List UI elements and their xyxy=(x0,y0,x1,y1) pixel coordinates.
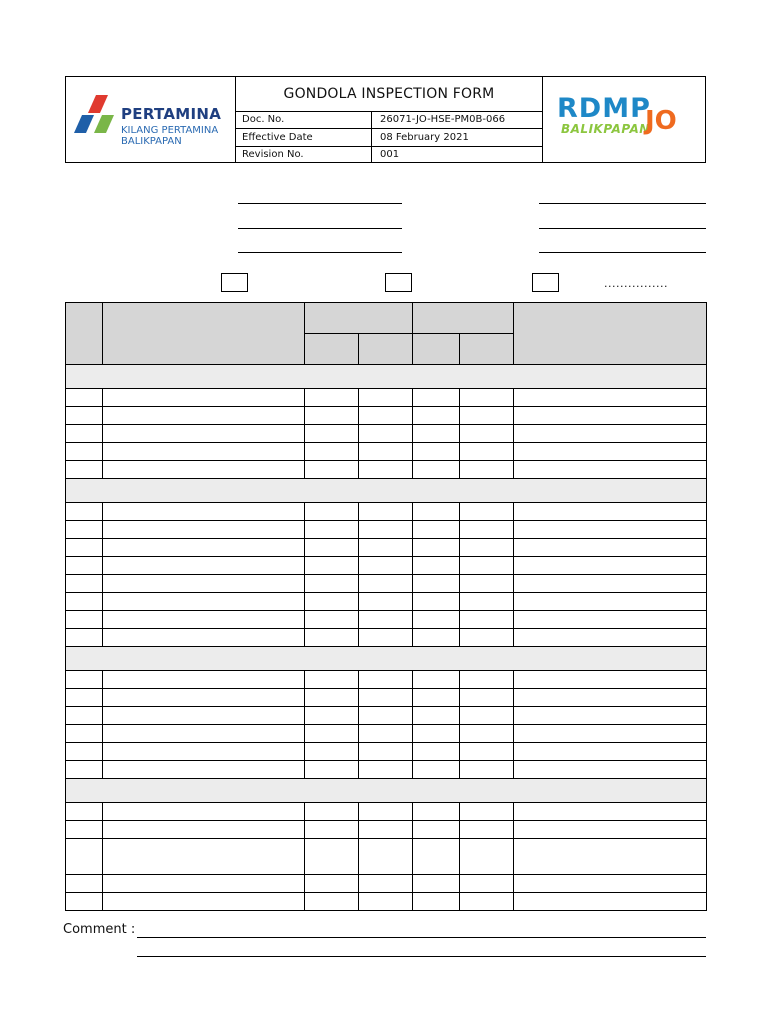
table-cell[interactable] xyxy=(514,521,707,539)
table-cell[interactable] xyxy=(460,503,514,521)
table-cell[interactable] xyxy=(305,821,359,839)
checkbox-2[interactable] xyxy=(385,273,412,292)
table-cell[interactable] xyxy=(103,407,305,425)
table-cell[interactable] xyxy=(305,629,359,647)
table-cell[interactable] xyxy=(514,839,707,875)
table-cell[interactable] xyxy=(305,593,359,611)
table-cell[interactable] xyxy=(460,725,514,743)
table-cell[interactable] xyxy=(514,875,707,893)
table-cell[interactable] xyxy=(514,893,707,911)
table-cell[interactable] xyxy=(413,707,460,725)
table-row xyxy=(66,557,707,575)
table-cell[interactable] xyxy=(103,389,305,407)
table-cell[interactable] xyxy=(514,557,707,575)
table-cell[interactable] xyxy=(103,875,305,893)
table-cell[interactable] xyxy=(103,689,305,707)
table-cell[interactable] xyxy=(413,557,460,575)
table-row xyxy=(66,461,707,479)
table-cell[interactable] xyxy=(359,629,413,647)
table-row xyxy=(66,803,707,821)
table-cell[interactable] xyxy=(66,761,103,779)
table-cell[interactable] xyxy=(460,389,514,407)
table-cell[interactable] xyxy=(305,761,359,779)
table-cell[interactable] xyxy=(460,629,514,647)
rdmp-jo-logo xyxy=(542,77,706,162)
table-cell[interactable] xyxy=(514,425,707,443)
table-cell[interactable] xyxy=(514,707,707,725)
table-cell[interactable] xyxy=(413,461,460,479)
checkbox-1[interactable] xyxy=(221,273,248,292)
table-row xyxy=(66,629,707,647)
table-cell[interactable] xyxy=(514,629,707,647)
table-cell[interactable] xyxy=(460,575,514,593)
table-cell[interactable] xyxy=(305,557,359,575)
section-row xyxy=(66,365,707,389)
table-cell[interactable] xyxy=(103,593,305,611)
table-cell[interactable] xyxy=(66,893,103,911)
table-cell[interactable] xyxy=(305,839,359,875)
table-cell[interactable] xyxy=(103,539,305,557)
table-cell[interactable] xyxy=(413,443,460,461)
table-cell[interactable] xyxy=(359,611,413,629)
table-cell[interactable] xyxy=(460,557,514,575)
table-cell[interactable] xyxy=(413,689,460,707)
table-cell[interactable] xyxy=(66,539,103,557)
table-row xyxy=(66,521,707,539)
inspection-table-wrap xyxy=(65,302,707,911)
table-cell[interactable] xyxy=(413,671,460,689)
table-cell[interactable] xyxy=(103,461,305,479)
table-cell[interactable] xyxy=(359,503,413,521)
table-cell[interactable] xyxy=(305,725,359,743)
table-cell[interactable] xyxy=(514,443,707,461)
section-row xyxy=(66,779,707,803)
table-row xyxy=(66,689,707,707)
table-cell[interactable] xyxy=(66,707,103,725)
pertamina-sub xyxy=(121,125,218,147)
table-cell[interactable] xyxy=(305,443,359,461)
table-cell[interactable] xyxy=(359,893,413,911)
table-cell[interactable] xyxy=(460,593,514,611)
table-row xyxy=(66,443,707,461)
table-cell[interactable] xyxy=(305,689,359,707)
table-cell[interactable] xyxy=(460,707,514,725)
table-cell[interactable] xyxy=(305,539,359,557)
table-cell[interactable] xyxy=(103,521,305,539)
table-cell[interactable] xyxy=(413,893,460,911)
form-title: GONDOLA INSPECTION FORM xyxy=(236,77,542,112)
table-row xyxy=(66,821,707,839)
table-cell[interactable] xyxy=(305,611,359,629)
table-row xyxy=(66,743,707,761)
table-row xyxy=(66,611,707,629)
table-cell[interactable] xyxy=(514,689,707,707)
table-cell[interactable] xyxy=(460,425,514,443)
table-row xyxy=(66,707,707,725)
table-row xyxy=(66,671,707,689)
table-row xyxy=(66,893,707,911)
header-sub-4 xyxy=(460,334,514,365)
table-cell[interactable] xyxy=(460,875,514,893)
inspection-table xyxy=(65,302,707,911)
table-cell[interactable] xyxy=(514,575,707,593)
table-cell[interactable] xyxy=(413,425,460,443)
table-cell[interactable] xyxy=(359,593,413,611)
table-cell[interactable] xyxy=(103,503,305,521)
rdmp-balikpapan-text: BALIKPAPAN xyxy=(561,122,650,136)
table-cell[interactable] xyxy=(460,407,514,425)
table-row xyxy=(66,725,707,743)
table-cell[interactable] xyxy=(103,761,305,779)
table-cell[interactable] xyxy=(514,761,707,779)
comment-line-2[interactable] xyxy=(137,956,706,957)
rdmp-jo-text: JO xyxy=(645,106,677,136)
table-cell[interactable] xyxy=(103,611,305,629)
table-cell[interactable] xyxy=(413,611,460,629)
fill-line-left-3[interactable] xyxy=(238,252,402,253)
table-cell[interactable] xyxy=(413,593,460,611)
table-row xyxy=(66,425,707,443)
revision-row xyxy=(236,146,542,163)
table-cell[interactable] xyxy=(413,407,460,425)
table-cell[interactable] xyxy=(514,671,707,689)
table-cell[interactable] xyxy=(514,593,707,611)
comment-line-1[interactable] xyxy=(137,937,706,938)
table-cell[interactable] xyxy=(66,503,103,521)
table-cell[interactable] xyxy=(460,521,514,539)
table-cell[interactable] xyxy=(103,443,305,461)
header-sub-3 xyxy=(413,334,460,365)
table-cell[interactable] xyxy=(66,839,103,875)
dotted-fill[interactable]: ................ xyxy=(604,277,668,290)
table-cell[interactable] xyxy=(413,575,460,593)
table-cell[interactable] xyxy=(413,539,460,557)
table-cell[interactable] xyxy=(359,443,413,461)
table-cell[interactable] xyxy=(305,503,359,521)
table-cell[interactable] xyxy=(514,461,707,479)
table-cell[interactable] xyxy=(305,407,359,425)
table-cell[interactable] xyxy=(66,803,103,821)
table-cell[interactable] xyxy=(305,893,359,911)
table-row xyxy=(66,389,707,407)
fill-line-right-1[interactable] xyxy=(539,203,706,204)
table-cell[interactable] xyxy=(460,743,514,761)
header-sub-2 xyxy=(359,334,413,365)
table-cell[interactable] xyxy=(103,725,305,743)
pertamina-sub-line1: KILANG PERTAMINA xyxy=(121,125,219,136)
section-row xyxy=(66,647,707,671)
table-cell[interactable] xyxy=(413,821,460,839)
table-cell[interactable] xyxy=(514,725,707,743)
table-cell[interactable] xyxy=(66,389,103,407)
table-cell[interactable] xyxy=(103,821,305,839)
table-cell[interactable] xyxy=(460,803,514,821)
fill-line-left-1[interactable] xyxy=(238,203,402,204)
doc-no-value: 26071-JO-HSE-PM0B-066 xyxy=(380,114,506,125)
table-cell[interactable] xyxy=(359,689,413,707)
header-sub-1 xyxy=(305,334,359,365)
header-remarks-cell xyxy=(514,303,707,365)
table-cell[interactable] xyxy=(66,521,103,539)
table-cell[interactable] xyxy=(305,803,359,821)
table-cell[interactable] xyxy=(103,743,305,761)
pertamina-logo xyxy=(66,77,236,162)
section-cell xyxy=(66,779,707,803)
table-cell[interactable] xyxy=(514,743,707,761)
table-cell[interactable] xyxy=(66,725,103,743)
table-cell[interactable] xyxy=(359,743,413,761)
table-cell[interactable] xyxy=(66,575,103,593)
header-group-2-cell xyxy=(413,303,514,334)
section-cell xyxy=(66,365,707,389)
table-cell[interactable] xyxy=(460,539,514,557)
revision-value: 001 xyxy=(380,149,400,160)
table-cell[interactable] xyxy=(66,875,103,893)
table-cell[interactable] xyxy=(305,707,359,725)
fill-line-right-3[interactable] xyxy=(539,252,706,253)
doc-no-row xyxy=(236,111,542,129)
table-cell[interactable] xyxy=(460,443,514,461)
table-cell[interactable] xyxy=(66,821,103,839)
table-cell[interactable] xyxy=(359,821,413,839)
form-header xyxy=(65,76,706,163)
table-cell[interactable] xyxy=(359,803,413,821)
fill-line-right-2[interactable] xyxy=(539,228,706,229)
effective-date-row xyxy=(236,129,542,147)
table-cell[interactable] xyxy=(514,407,707,425)
table-cell[interactable] xyxy=(514,803,707,821)
pertamina-emblem-icon xyxy=(74,93,124,143)
table-cell[interactable] xyxy=(103,425,305,443)
table-cell[interactable] xyxy=(413,503,460,521)
table-cell[interactable] xyxy=(359,461,413,479)
table-cell[interactable] xyxy=(305,575,359,593)
table-cell[interactable] xyxy=(359,575,413,593)
header-group-1-cell xyxy=(305,303,413,334)
table-cell[interactable] xyxy=(359,557,413,575)
effective-date-value: 08 February 2021 xyxy=(380,132,469,143)
table-cell[interactable] xyxy=(460,893,514,911)
table-cell[interactable] xyxy=(359,725,413,743)
header-no-cell xyxy=(66,303,103,365)
fill-line-left-2[interactable] xyxy=(238,228,402,229)
table-cell[interactable] xyxy=(305,875,359,893)
table-cell[interactable] xyxy=(359,875,413,893)
table-cell[interactable] xyxy=(305,743,359,761)
table-cell[interactable] xyxy=(460,761,514,779)
table-cell[interactable] xyxy=(359,425,413,443)
table-cell[interactable] xyxy=(413,389,460,407)
table-cell[interactable] xyxy=(514,611,707,629)
table-cell[interactable] xyxy=(359,707,413,725)
table-cell[interactable] xyxy=(460,461,514,479)
table-cell[interactable] xyxy=(359,761,413,779)
revision-label: Revision No. xyxy=(236,146,372,163)
section-cell xyxy=(66,479,707,503)
table-cell[interactable] xyxy=(305,521,359,539)
table-row xyxy=(66,875,707,893)
table-cell[interactable] xyxy=(305,671,359,689)
rdmp-text: RDMP xyxy=(557,93,651,124)
table-cell[interactable] xyxy=(66,593,103,611)
table-row xyxy=(66,761,707,779)
table-cell[interactable] xyxy=(514,539,707,557)
header-item-cell xyxy=(103,303,305,365)
table-row xyxy=(66,539,707,557)
table-cell[interactable] xyxy=(413,743,460,761)
table-cell[interactable] xyxy=(66,443,103,461)
table-cell[interactable] xyxy=(103,893,305,911)
table-cell[interactable] xyxy=(359,671,413,689)
table-cell[interactable] xyxy=(66,407,103,425)
doc-no-label: Doc. No. xyxy=(236,111,372,128)
table-cell[interactable] xyxy=(66,461,103,479)
table-cell[interactable] xyxy=(359,407,413,425)
table-cell[interactable] xyxy=(359,389,413,407)
table-cell[interactable] xyxy=(103,557,305,575)
table-cell[interactable] xyxy=(413,629,460,647)
table-cell[interactable] xyxy=(413,761,460,779)
table-row xyxy=(66,407,707,425)
effective-date-label: Effective Date xyxy=(236,129,372,146)
table-cell[interactable] xyxy=(460,839,514,875)
table-cell[interactable] xyxy=(359,539,413,557)
table-cell[interactable] xyxy=(359,839,413,875)
table-cell[interactable] xyxy=(413,521,460,539)
table-cell[interactable] xyxy=(66,425,103,443)
table-cell[interactable] xyxy=(66,689,103,707)
table-row xyxy=(66,593,707,611)
table-cell[interactable] xyxy=(413,875,460,893)
table-cell[interactable] xyxy=(66,671,103,689)
table-cell[interactable] xyxy=(460,689,514,707)
checkbox-3[interactable] xyxy=(532,273,559,292)
table-cell[interactable] xyxy=(514,389,707,407)
table-cell[interactable] xyxy=(460,821,514,839)
table-cell[interactable] xyxy=(413,839,460,875)
section-cell xyxy=(66,647,707,671)
section-row xyxy=(66,479,707,503)
table-cell[interactable] xyxy=(103,707,305,725)
table-cell[interactable] xyxy=(66,557,103,575)
table-cell[interactable] xyxy=(103,839,305,875)
table-cell[interactable] xyxy=(514,821,707,839)
table-cell[interactable] xyxy=(66,629,103,647)
table-header-row-1 xyxy=(66,303,707,334)
table-cell[interactable] xyxy=(66,743,103,761)
table-cell[interactable] xyxy=(413,803,460,821)
table-cell[interactable] xyxy=(103,629,305,647)
table-cell[interactable] xyxy=(359,521,413,539)
table-row xyxy=(66,575,707,593)
table-cell[interactable] xyxy=(460,611,514,629)
table-cell[interactable] xyxy=(103,575,305,593)
table-cell[interactable] xyxy=(460,671,514,689)
table-cell[interactable] xyxy=(413,725,460,743)
comment-label: Comment : xyxy=(63,922,136,937)
table-cell[interactable] xyxy=(305,461,359,479)
table-cell[interactable] xyxy=(66,611,103,629)
pertamina-sub-line2: BALIKPAPAN xyxy=(121,136,182,147)
table-row xyxy=(66,839,707,875)
pertamina-name: PERTAMINA xyxy=(121,105,222,123)
table-cell[interactable] xyxy=(103,671,305,689)
table-cell[interactable] xyxy=(305,425,359,443)
table-cell[interactable] xyxy=(305,389,359,407)
table-cell[interactable] xyxy=(514,503,707,521)
table-cell[interactable] xyxy=(103,803,305,821)
table-row xyxy=(66,503,707,521)
